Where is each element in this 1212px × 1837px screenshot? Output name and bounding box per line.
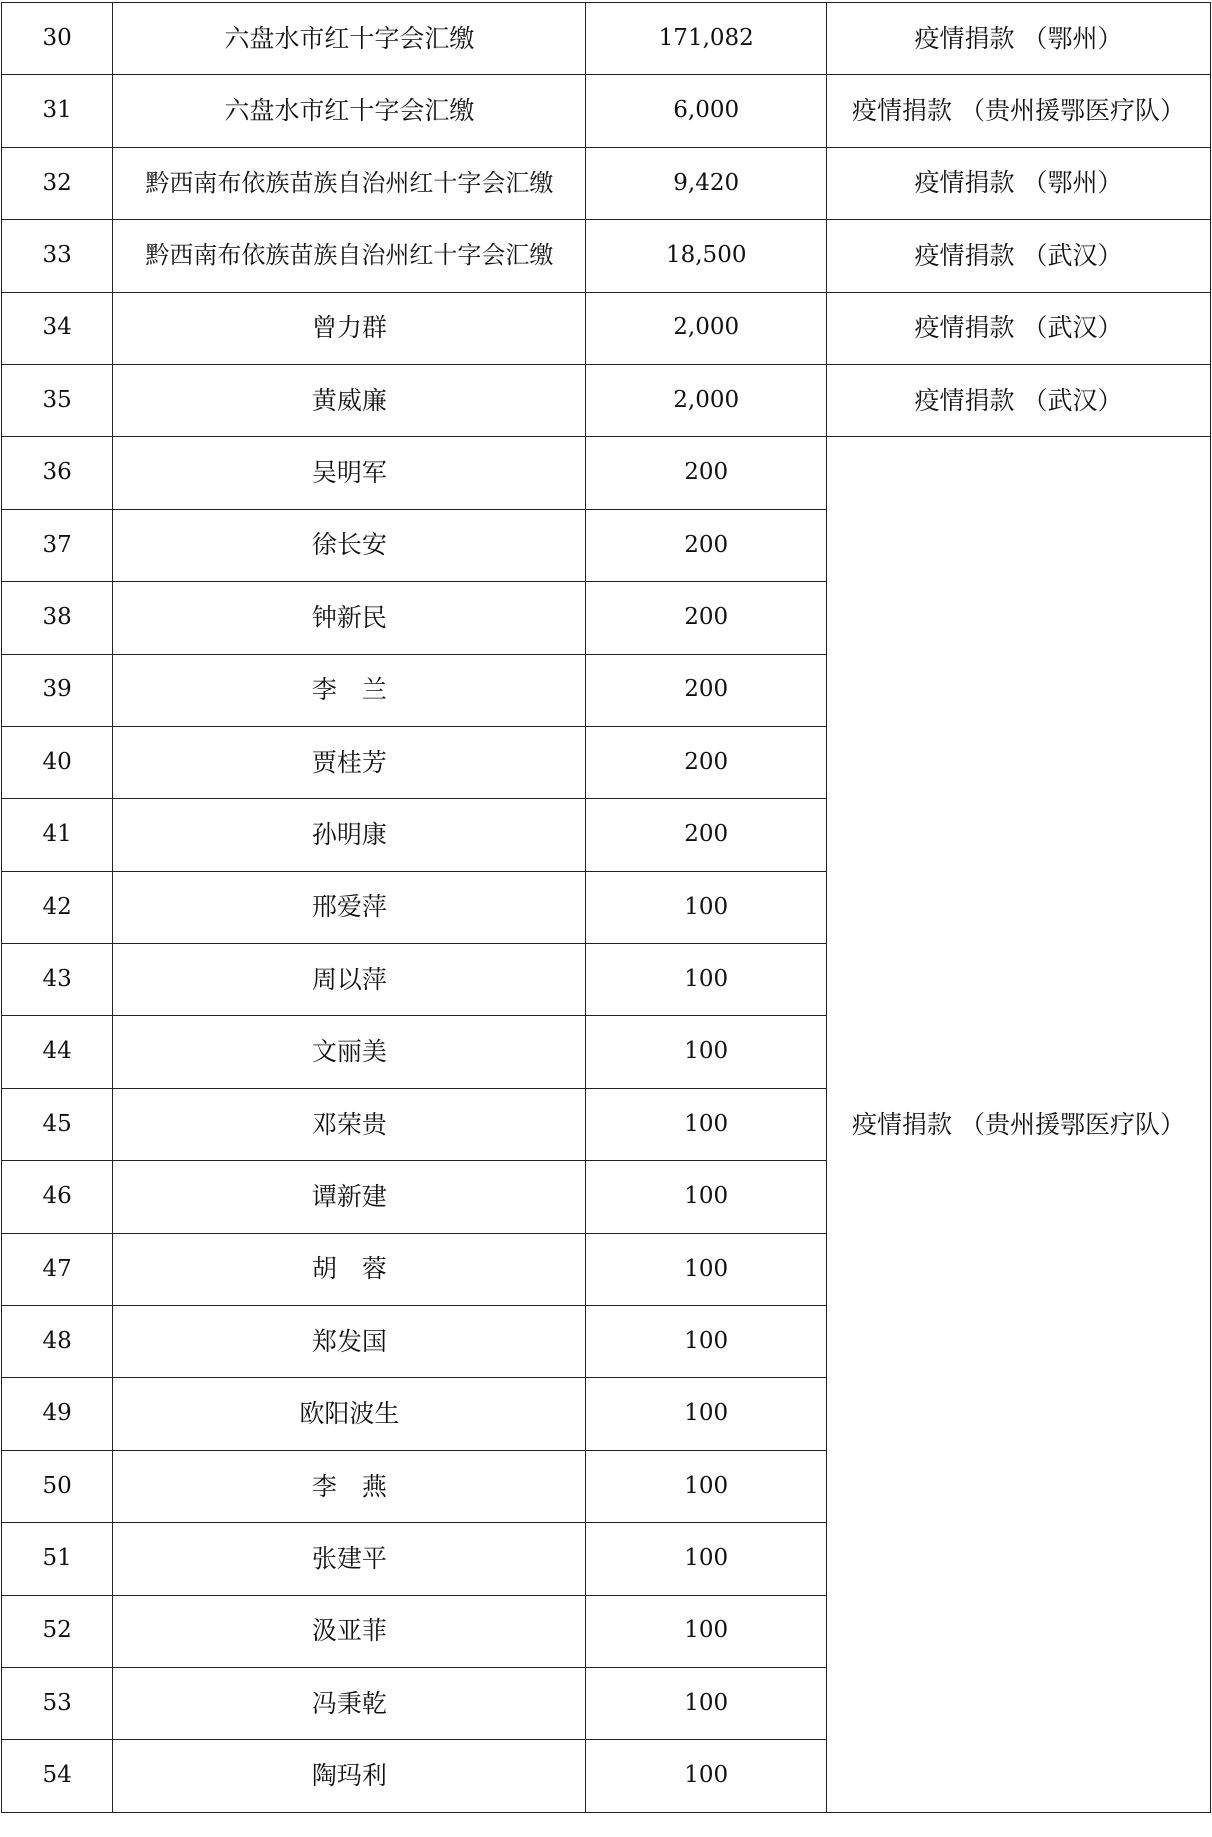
table-row bbox=[2, 3, 1211, 75]
donor-name: 曾力群 bbox=[113, 292, 586, 364]
donation-amount: 200 bbox=[586, 509, 827, 581]
row-number: 30 bbox=[2, 3, 113, 75]
donor-name: 六盘水市红十字会汇缴 bbox=[113, 3, 586, 75]
donation-amount: 100 bbox=[586, 944, 827, 1016]
donor-name: 张建平 bbox=[113, 1523, 586, 1595]
donor-name: 吴明军 bbox=[113, 437, 586, 509]
donor-name: 周以萍 bbox=[113, 944, 586, 1016]
donation-amount: 200 bbox=[586, 799, 827, 871]
row-number: 49 bbox=[2, 1378, 113, 1450]
merged-donation-purpose: 疫情捐款 （贵州援鄂医疗队） bbox=[827, 437, 1211, 1812]
donation-amount: 100 bbox=[586, 1088, 827, 1160]
donor-name: 汲亚菲 bbox=[113, 1595, 586, 1667]
row-number: 35 bbox=[2, 364, 113, 436]
table-row bbox=[2, 75, 1211, 147]
table-row bbox=[2, 437, 1211, 509]
donor-name: 陶玛利 bbox=[113, 1740, 586, 1812]
row-number: 42 bbox=[2, 871, 113, 943]
donor-name: 六盘水市红十字会汇缴 bbox=[113, 75, 586, 147]
row-number: 36 bbox=[2, 437, 113, 509]
donor-name: 孙明康 bbox=[113, 799, 586, 871]
donation-amount: 2,000 bbox=[586, 364, 827, 436]
row-number: 34 bbox=[2, 292, 113, 364]
row-number: 43 bbox=[2, 944, 113, 1016]
row-number: 46 bbox=[2, 1161, 113, 1233]
donor-name: 冯秉乾 bbox=[113, 1667, 586, 1739]
donation-amount: 6,000 bbox=[586, 75, 827, 147]
table-row bbox=[2, 147, 1211, 219]
donor-name: 郑发国 bbox=[113, 1306, 586, 1378]
donation-purpose: 疫情捐款 （贵州援鄂医疗队） bbox=[827, 75, 1211, 147]
row-number: 39 bbox=[2, 654, 113, 726]
row-number: 38 bbox=[2, 582, 113, 654]
donor-name: 谭新建 bbox=[113, 1161, 586, 1233]
donation-amount: 18,500 bbox=[586, 220, 827, 292]
donation-amount: 100 bbox=[586, 1667, 827, 1739]
table-row bbox=[2, 292, 1211, 364]
donation-amount: 100 bbox=[586, 1450, 827, 1522]
donation-amount: 171,082 bbox=[586, 3, 827, 75]
donor-name: 李 燕 bbox=[113, 1450, 586, 1522]
donor-name: 徐长安 bbox=[113, 509, 586, 581]
row-number: 44 bbox=[2, 1016, 113, 1088]
donation-amount: 100 bbox=[586, 1016, 827, 1088]
donation-purpose: 疫情捐款 （武汉） bbox=[827, 292, 1211, 364]
donor-name: 胡 蓉 bbox=[113, 1233, 586, 1305]
donation-amount: 9,420 bbox=[586, 147, 827, 219]
row-number: 45 bbox=[2, 1088, 113, 1160]
donor-name: 邓荣贵 bbox=[113, 1088, 586, 1160]
row-number: 37 bbox=[2, 509, 113, 581]
row-number: 32 bbox=[2, 147, 113, 219]
donor-name: 黄威廉 bbox=[113, 364, 586, 436]
row-number: 52 bbox=[2, 1595, 113, 1667]
donation-purpose: 疫情捐款 （武汉） bbox=[827, 364, 1211, 436]
donation-amount: 200 bbox=[586, 726, 827, 798]
donor-name: 欧阳波生 bbox=[113, 1378, 586, 1450]
donor-name: 李 兰 bbox=[113, 654, 586, 726]
donation-amount: 100 bbox=[586, 1740, 827, 1812]
row-number: 47 bbox=[2, 1233, 113, 1305]
row-number: 41 bbox=[2, 799, 113, 871]
donor-name: 黔西南布依族苗族自治州红十字会汇缴 bbox=[113, 147, 586, 219]
table-row bbox=[2, 364, 1211, 436]
donation-table bbox=[1, 2, 1211, 1813]
row-number: 40 bbox=[2, 726, 113, 798]
donor-name: 黔西南布依族苗族自治州红十字会汇缴 bbox=[113, 220, 586, 292]
donation-amount: 2,000 bbox=[586, 292, 827, 364]
row-number: 51 bbox=[2, 1523, 113, 1595]
row-number: 54 bbox=[2, 1740, 113, 1812]
donation-amount: 100 bbox=[586, 1161, 827, 1233]
donor-name: 邢爱萍 bbox=[113, 871, 586, 943]
row-number: 50 bbox=[2, 1450, 113, 1522]
donation-purpose: 疫情捐款 （鄂州） bbox=[827, 147, 1211, 219]
row-number: 53 bbox=[2, 1667, 113, 1739]
donation-amount: 100 bbox=[586, 871, 827, 943]
donation-amount: 100 bbox=[586, 1378, 827, 1450]
donation-amount: 100 bbox=[586, 1595, 827, 1667]
donor-name: 贾桂芳 bbox=[113, 726, 586, 798]
table-row bbox=[2, 220, 1211, 292]
row-number: 31 bbox=[2, 75, 113, 147]
donation-amount: 200 bbox=[586, 582, 827, 654]
donation-purpose: 疫情捐款 （鄂州） bbox=[827, 3, 1211, 75]
row-number: 48 bbox=[2, 1306, 113, 1378]
row-number: 33 bbox=[2, 220, 113, 292]
donation-amount: 200 bbox=[586, 437, 827, 509]
donation-amount: 100 bbox=[586, 1233, 827, 1305]
donation-amount: 100 bbox=[586, 1306, 827, 1378]
donation-amount: 200 bbox=[586, 654, 827, 726]
donation-amount: 100 bbox=[586, 1523, 827, 1595]
donation-purpose: 疫情捐款 （武汉） bbox=[827, 220, 1211, 292]
donor-name: 钟新民 bbox=[113, 582, 586, 654]
donation-table-body bbox=[2, 3, 1211, 1813]
donor-name: 文丽美 bbox=[113, 1016, 586, 1088]
